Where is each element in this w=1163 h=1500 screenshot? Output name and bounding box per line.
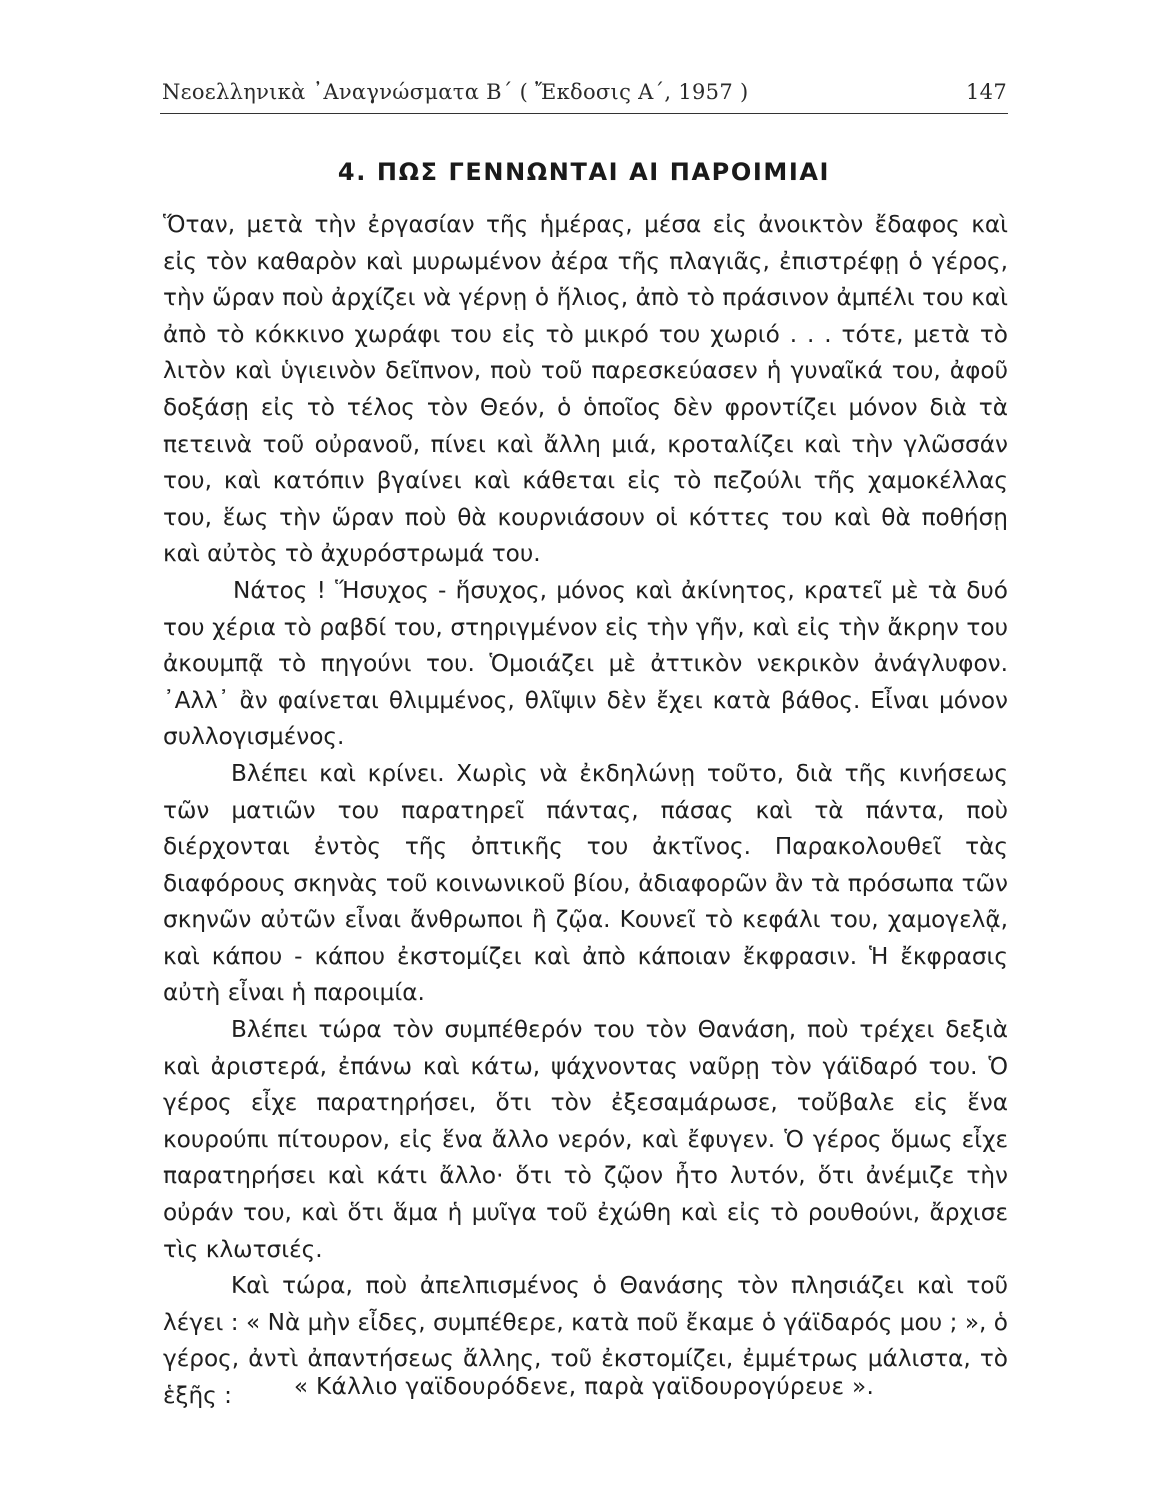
chapter-title: 4. ΠΩΣ ΓΕΝΝΩΝΤΑΙ ΑΙ ΠΑΡΟΙΜΙΑΙ	[337, 158, 831, 186]
book-title: Νεοελληνικὰ ᾿Αναγνώσματα Β΄ ( Ἔκδοσις Α΄, 1957 )	[162, 80, 749, 104]
header-rule	[160, 113, 1008, 114]
paragraph: Νάτος ! Ἥσυχος - ἥσυχος, μόνος καὶ ἀκίνητος, κρατεῖ μὲ τὰ δυό του χέρια τὸ ραβδί του, στηριγμένον εἰς τὴν γῆν, καὶ εἰς τὴν ἄκρην του ἀκουμπᾷ τὸ πηγούνι του. Ὁμοιάζει μὲ ἀττικὸν νεκρικὸν ἀνάγλυφον. ᾿Αλλ᾿ ἂν φαίνεται θλιμμένος, θλῖψιν δὲν ἔχει κατὰ βάθος. Εἶναι μόνον συλλογισμένος.	[163, 576, 1008, 751]
paragraph: Βλέπει καὶ κρίνει. Χωρὶς νὰ ἐκδηλώνῃ τοῦτο, διὰ τῆς κινήσεως τῶν ματιῶν του παρατηρεῖ πάντας, πάσας καὶ τὰ πάντα, ποὺ διέρχονται ἐντὸς τῆς ὀπτικῆς του ἀκτῖνος. Παρακολουθεῖ τὰς διαφόρους σκηνὰς τοῦ κοινωνικοῦ βίου, ἀδιαφορῶν ἂν τὰ πρόσωπα τῶν σκηνῶν αὐτῶν εἶναι ἄνθρωποι ἢ ζῷα. Κουνεῖ τὸ κεφάλι του, χαμογελᾷ, καὶ κάπου - κάπου ἐκστομίζει καὶ ἀπὸ κάποιαν ἔκφρασιν. Ἡ ἔκφρασις αὐτὴ εἶναι ἡ παροιμία.	[163, 759, 1008, 1007]
paragraph: Βλέπει τώρα τὸν συμπέθερόν του τὸν Θανάση, ποὺ τρέχει δεξιὰ καὶ ἀριστερά, ἐπάνω καὶ κάτω, ψάχνοντας ναῦρῃ τὸν γάϊδαρό του. Ὁ γέρος εἶχε παρατηρήσει, ὅτι τὸν ἐξεσαμάρωσε, τοὔβαλε εἰς ἕνα κουρούπι πίτουρον, εἰς ἕνα ἄλλο νερόν, καὶ ἔφυγεν. Ὁ γέρος ὅμως εἶχε παρατηρήσει καὶ κάτι ἄλλο· ὅτι τὸ ζῷον ἦτο λυτόν, ὅτι ἀνέμιζε τὴν οὐράν του, καὶ ὅτι ἅμα ἡ μυῖγα τοῦ ἐχώθη καὶ εἰς τὸ ρουθούνι, ἄρχισε τὶς κλωτσιές.	[163, 1016, 1008, 1263]
page-number: 147	[966, 80, 1007, 104]
proverb-quote: « Κάλλιο γαϊδουρόδενε, παρὰ γαϊδουρογύρευε ».	[293, 1373, 875, 1400]
paragraph: Ὅταν, μετὰ τὴν ἐργασίαν τῆς ἡμέρας, μέσα εἰς ἀνοικτὸν ἔδαφος καὶ εἰς τὸν καθαρὸν καὶ μυρωμένον ἀέρα τῆς πλαγιᾶς, ἐπιστρέφῃ ὁ γέρος, τὴν ὥραν ποὺ ἀρχίζει νὰ γέρνῃ ὁ ἥλιος, ἀπὸ τὸ πράσινον ἀμπέλι του καὶ ἀπὸ τὸ κόκκινο χωράφι του εἰς τὸ μικρό του χωριό . . . τότε, μετὰ τὸ λιτὸν καὶ ὑγιεινὸν δεῖπνον, ποὺ τοῦ παρεσκεύασεν ἡ γυναῖκά του, ἀφοῦ δοξάσῃ εἰς τὸ τέλος τὸν Θεόν, ὁ ὁποῖος δὲν φροντίζει μόνον διὰ τὰ πετεινὰ τοῦ οὐρανοῦ, πίνει καὶ ἄλλη μιά, κροταλίζει καὶ τὴν γλῶσσάν του, καὶ κατόπιν βγαίνει καὶ κάθεται εἰς τὸ πεζούλι τῆς χαμοκέλλας του, ἕως τὴν ὥραν ποὺ θὰ κουρνιάσουν οἱ κόττες του καὶ θὰ ποθήσῃ καὶ αὐτὸς τὸ ἀχυρόστρωμά του.	[163, 211, 1008, 568]
running-header	[162, 80, 1007, 110]
body-text	[163, 207, 1008, 1415]
paragraph: Καὶ τώρα, ποὺ ἀπελπισμένος ὁ Θανάσης τὸν πλησιάζει καὶ τοῦ λέγει : « Νὰ μὴν εἶδες, συμπέθερε, κατὰ ποῦ ἔκαμε ὁ γάϊδαρός μου ; », ὁ γέρος, ἀντὶ ἀπαντήσεως ἄλλης, τοῦ ἐκστομίζει, ἐμμέτρως μάλιστα, τὸ ἑξῆς :	[163, 1272, 1008, 1409]
